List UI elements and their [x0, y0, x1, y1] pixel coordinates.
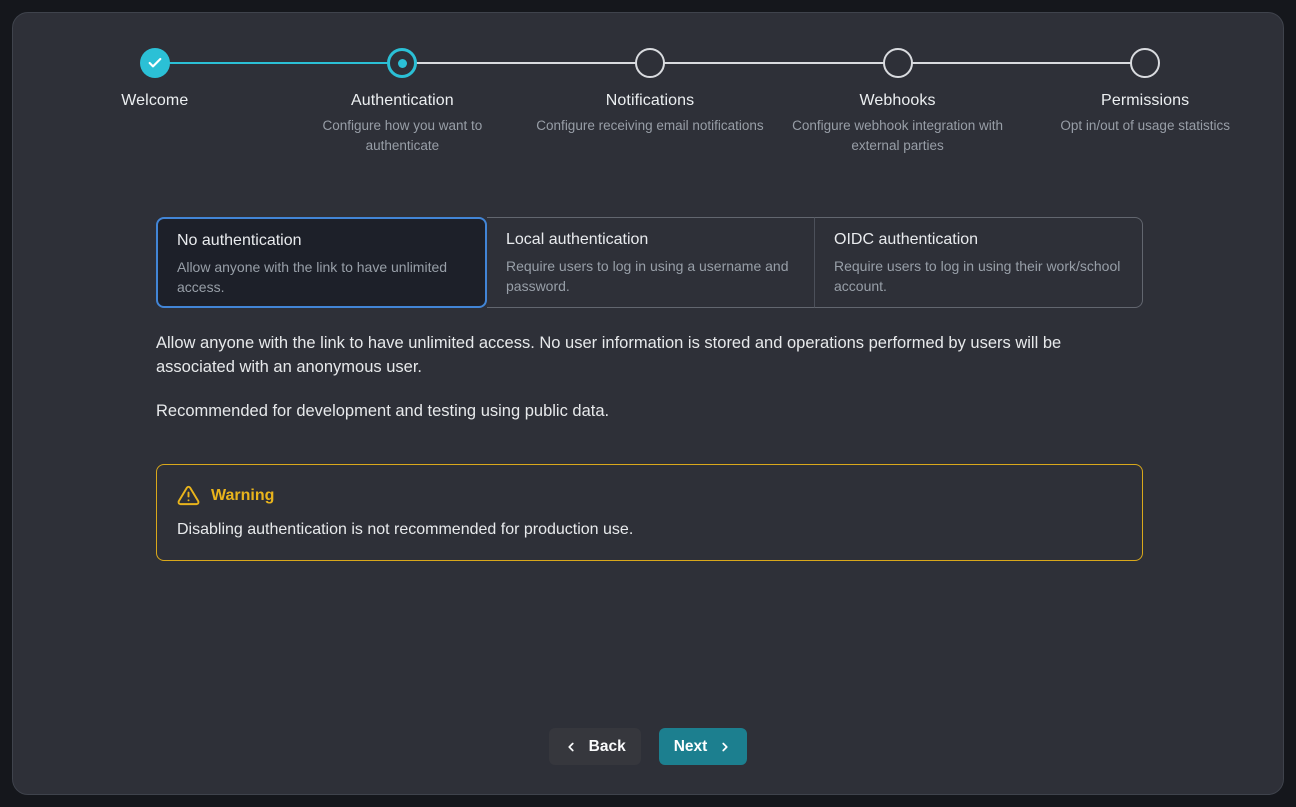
step-subtitle: Configure how you want to authenticate	[322, 118, 483, 153]
step-label: Webhooks	[859, 92, 936, 109]
authentication-step-content	[13, 217, 1283, 561]
stepper-step-permissions[interactable]	[1021, 48, 1269, 155]
circle-icon	[883, 48, 913, 78]
stepper-connector	[155, 62, 279, 64]
stepper-step-welcome[interactable]	[31, 48, 279, 155]
stepper-connector	[898, 62, 1022, 64]
next-button[interactable]	[659, 728, 748, 765]
next-button-label: Next	[673, 737, 708, 755]
chevron-left-icon	[564, 740, 578, 754]
stepper-step-webhooks[interactable]	[774, 48, 1022, 155]
auth-option-title: OIDC authentication	[834, 231, 979, 249]
step-subtitle: Configure webhook integration with external parties	[792, 118, 1004, 153]
dot-icon	[387, 48, 417, 78]
back-button[interactable]	[549, 728, 641, 765]
stepper-step-authentication[interactable]	[279, 48, 527, 155]
step-label: Notifications	[605, 92, 695, 109]
stepper-connector	[774, 62, 898, 64]
auth-option-description: Allow anyone with the link to have unlimited access.	[177, 259, 448, 296]
stepper-connector	[279, 62, 403, 64]
warning-callout	[156, 464, 1143, 561]
option-details-paragraph: Recommended for development and testing using public data.	[156, 402, 610, 421]
stepper-connector	[650, 62, 774, 64]
circle-icon	[1130, 48, 1160, 78]
step-label: Welcome	[121, 92, 189, 109]
stepper-connector	[1021, 62, 1145, 64]
auth-option-title: No authentication	[177, 232, 302, 250]
setup-wizard-panel	[12, 12, 1284, 795]
auth-option-oidc-authentication[interactable]	[815, 217, 1143, 308]
setup-stepper	[13, 48, 1283, 155]
chevron-right-icon	[718, 740, 732, 754]
check-icon	[140, 48, 170, 78]
option-details-paragraph: Allow anyone with the link to have unlimited access. No user information is stored and operations performed by users will be associated with an anonymous user.	[156, 334, 1062, 377]
auth-option-title: Local authentication	[506, 231, 649, 249]
auth-option-description: Require users to log in using their work/school account.	[834, 258, 1121, 295]
auth-option-description: Require users to log in using a username and password.	[506, 258, 789, 295]
warning-title: Warning	[211, 486, 275, 504]
auth-option-cards	[156, 217, 1143, 308]
step-label: Permissions	[1101, 92, 1190, 109]
auth-option-no-authentication[interactable]	[156, 217, 487, 308]
option-details	[156, 331, 1143, 423]
wizard-footer	[13, 728, 1283, 765]
step-subtitle: Opt in/out of usage statistics	[1060, 118, 1230, 133]
warning-triangle-icon	[177, 484, 200, 507]
circle-icon	[635, 48, 665, 78]
step-label: Authentication	[350, 92, 454, 109]
stepper-connector	[526, 62, 650, 64]
back-button-label: Back	[588, 737, 626, 755]
stepper-step-notifications[interactable]	[526, 48, 774, 155]
warning-message: Disabling authentication is not recommended for production use.	[177, 521, 634, 539]
auth-option-local-authentication[interactable]	[487, 217, 815, 308]
step-subtitle: Configure receiving email notifications	[536, 118, 764, 133]
stepper-connector	[402, 62, 526, 64]
